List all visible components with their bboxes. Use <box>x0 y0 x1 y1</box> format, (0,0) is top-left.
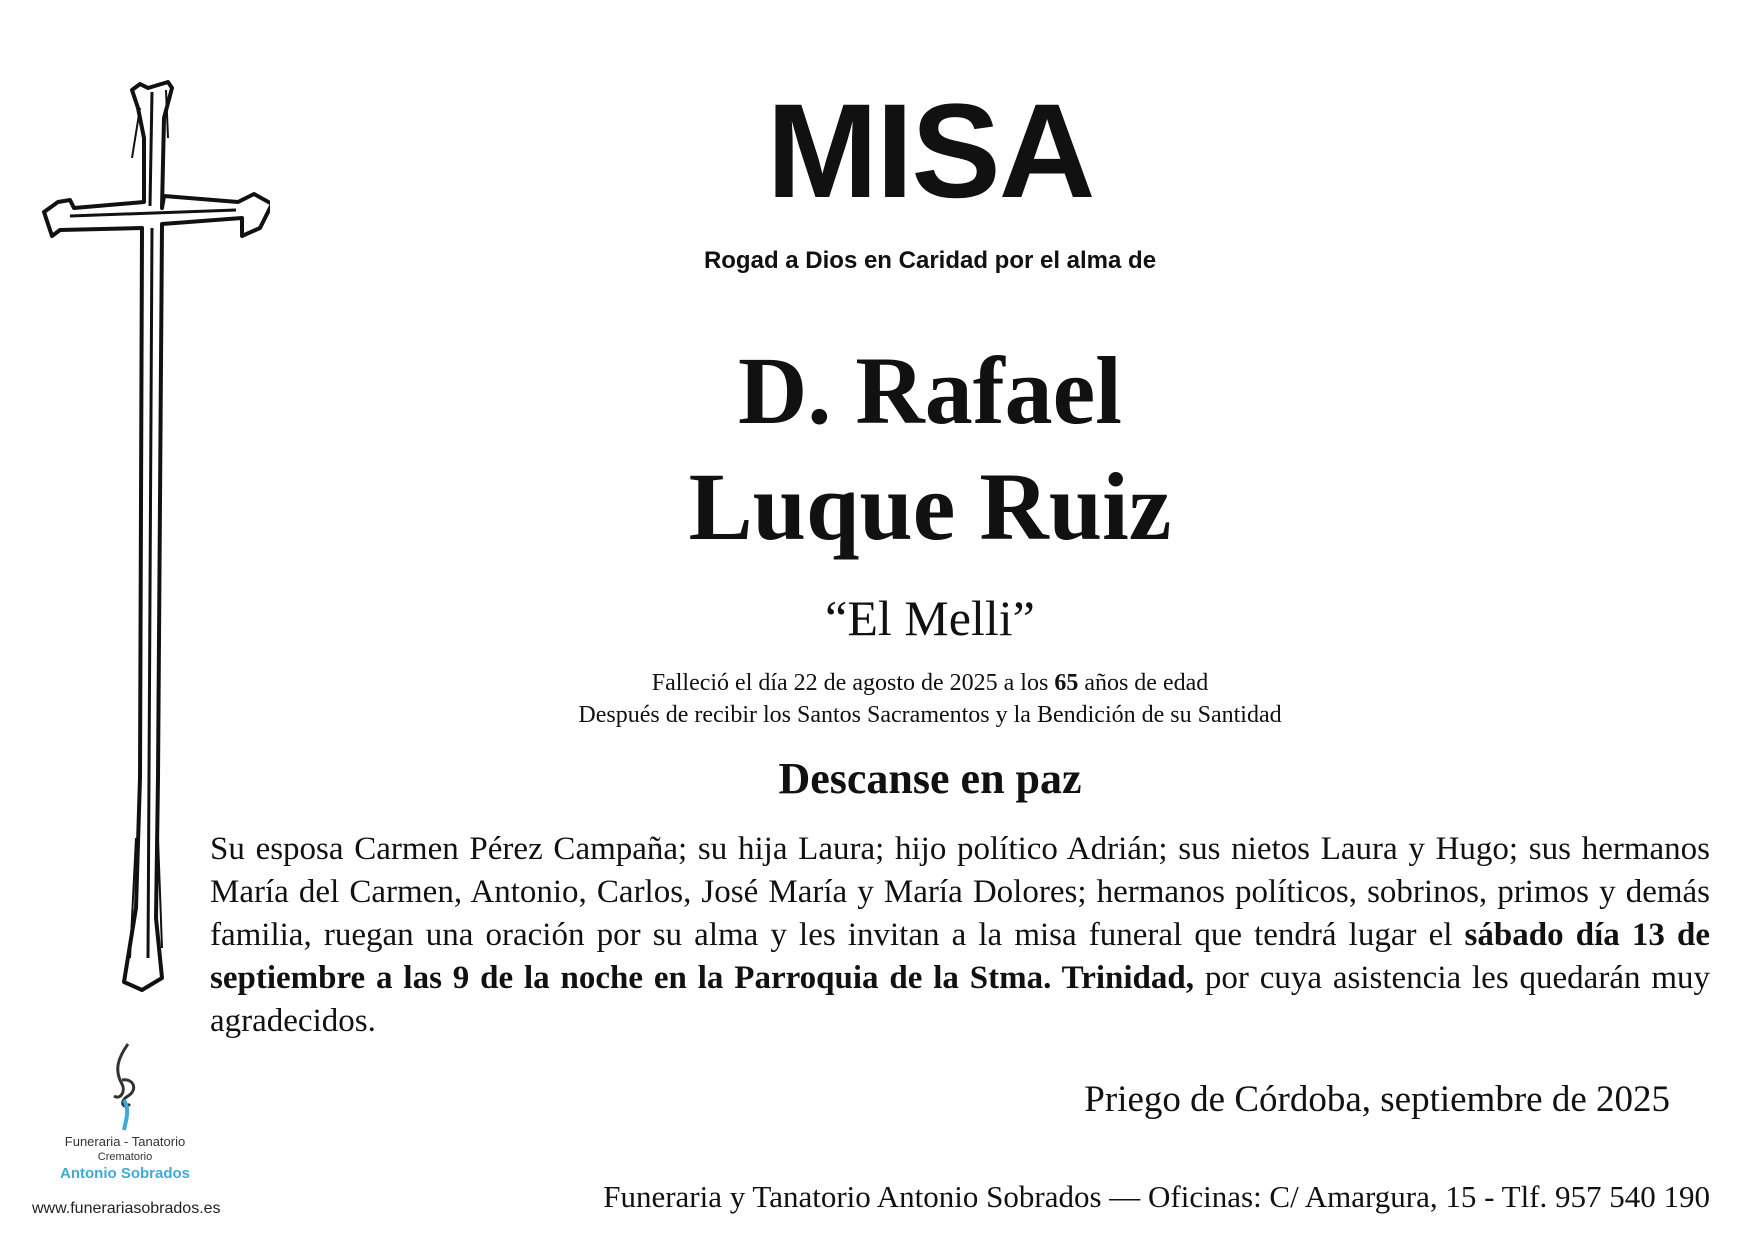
logo-line1: Funeraria - Tanatorio <box>64 1134 186 1149</box>
deceased-name-line2: Luque Ruiz <box>688 453 1172 560</box>
announcement-bold: sábado día 13 de septiembre a las 9 de la noche en la Parroquia de la Stma. Trinidad, <box>210 917 1710 996</box>
deceased-nickname: “El Melli” <box>825 590 1035 646</box>
place-date: Priego de Córdoba, septiembre de 2025 <box>1084 1079 1670 1120</box>
sacraments-line: Después de recibir los Santos Sacramentos y la Bendición de su Santidad <box>578 702 1282 728</box>
deceased-name-line1: D. Rafael <box>738 337 1122 444</box>
age-value: 65 <box>1054 670 1079 696</box>
announcement-text <box>210 828 1710 1043</box>
announcement-part2: por cuya asistencia les quedarán muy agradecidos. <box>210 960 1710 1039</box>
logo-icon <box>100 1040 150 1132</box>
rest-in-peace: Descanse en paz <box>778 754 1082 803</box>
announcement-part1: Su esposa Carmen Pérez Campaña; su hija Laura; hijo político Adrián; sus nietos Laura y Hugo; sus hermanos María del Carmen, Antonio, Carlos, José María y María Dolores; hermanos políticos, sobrinos, primos y demás familia, ruegan una oración por su alma y les invitan a la misa funeral que tendrá lugar el <box>210 831 1710 953</box>
death-date-text: Falleció el día 22 de agosto de 2025 a los <box>651 670 1055 696</box>
company-logo <box>20 1040 230 1230</box>
age-suffix: años de edad <box>1078 670 1209 696</box>
death-date-line <box>400 668 1460 698</box>
page-title: MISA <box>766 77 1094 226</box>
logo-line2: Crematorio <box>97 1151 153 1163</box>
website-url: www.funerariasobrados.es <box>32 1200 221 1217</box>
logo-line3: Antonio Sobrados <box>60 1165 190 1182</box>
prayer-line: Rogad a Dios en Caridad por el alma de <box>703 247 1157 274</box>
footer-contact: Funeraria y Tanatorio Antonio Sobrados — Oficinas: C/ Amargura, 15 - Tlf. 957 540 190 <box>603 1179 1710 1214</box>
